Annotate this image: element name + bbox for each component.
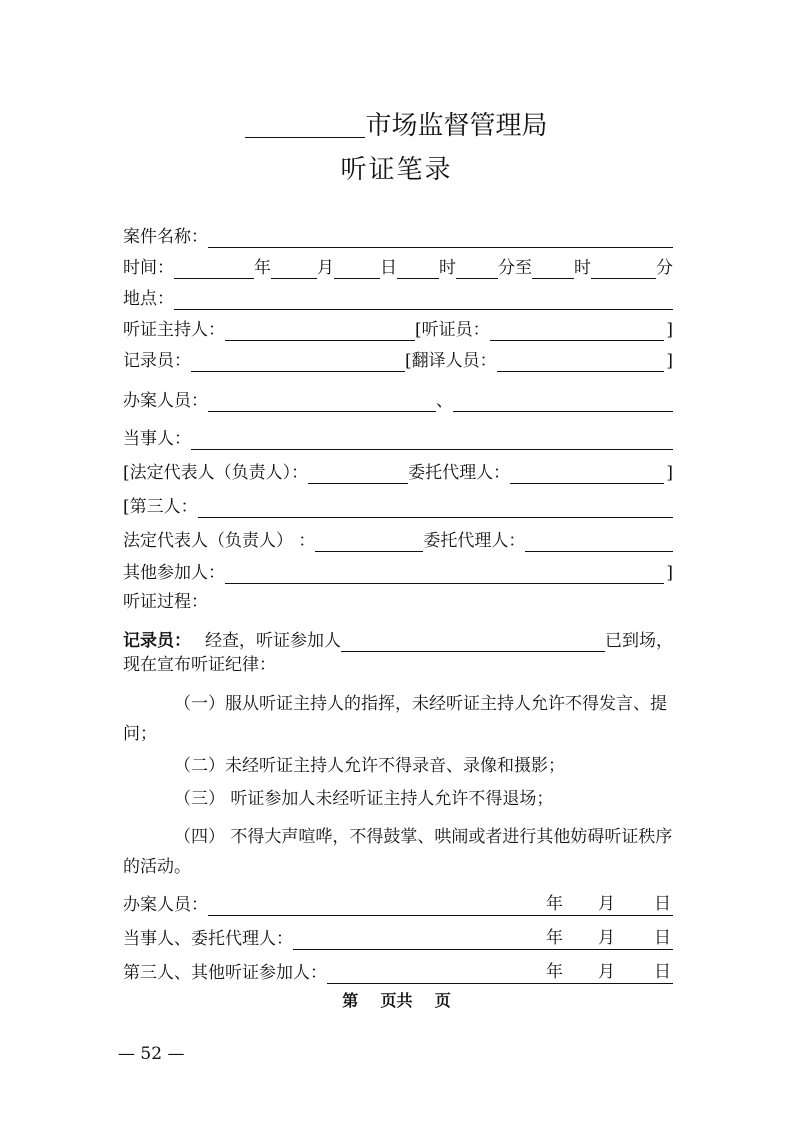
day-label: 日	[380, 258, 397, 278]
party-field[interactable]	[191, 429, 673, 450]
agent-field[interactable]	[510, 463, 664, 484]
row-legal-rep-bracket	[123, 458, 673, 484]
time-label: 时间：	[123, 258, 174, 278]
organization-blank[interactable]	[245, 109, 365, 138]
agent-label-2: 委托代理人：	[423, 531, 526, 551]
row-recorder	[123, 346, 673, 372]
hour-label: 时	[439, 258, 456, 278]
third-party-field[interactable]	[198, 497, 673, 518]
agent-field-2[interactable]	[525, 531, 673, 552]
process-label: 听证过程：	[123, 592, 208, 612]
case-staff-field-1[interactable]	[208, 391, 436, 412]
legal-rep-field[interactable]	[308, 463, 408, 484]
title-document: 听证笔录	[340, 155, 453, 185]
place-field[interactable]	[174, 289, 673, 310]
hour-field[interactable]	[397, 258, 439, 279]
participants-field[interactable]	[341, 631, 605, 652]
rule-3: （三） 听证参加人未经听证主持人允许不得退场；	[174, 789, 554, 809]
check-text: 经查，听证参加人	[205, 631, 341, 651]
case-staff-field-2[interactable]	[453, 391, 673, 412]
signature-label: 第三人、其他听证参加人：	[123, 963, 327, 983]
signature-field[interactable]: 年 月 日	[208, 895, 673, 916]
case-name-field[interactable]	[208, 227, 673, 248]
title-organization: 市场监督管理局	[0, 108, 793, 144]
case-staff-label: 办案人员：	[123, 391, 208, 411]
recorder-field[interactable]	[191, 351, 405, 372]
row-recorder-statement	[123, 626, 673, 652]
agent-label: 委托代理人：	[408, 463, 511, 483]
host-field[interactable]	[225, 320, 415, 341]
signature-field[interactable]: 年 月 日	[327, 963, 673, 984]
arrived-text: 已到场，	[605, 631, 673, 651]
signature-label: 当事人、委托代理人：	[123, 929, 293, 949]
third-party-label: [第三人：	[123, 497, 198, 517]
day-field[interactable]	[334, 258, 380, 279]
signature-field[interactable]: 年 月 日	[293, 929, 673, 950]
end-hour-label: 时	[574, 258, 591, 278]
party-label: 当事人：	[123, 429, 191, 449]
signature-row	[123, 924, 673, 950]
translator-label: [翻译人员：	[405, 351, 497, 371]
minute-field[interactable]	[456, 258, 498, 279]
recorder-statement-label: 记录员：	[123, 631, 191, 651]
case-name-label: 案件名称：	[123, 227, 208, 247]
recorder-label: 记录员：	[123, 351, 191, 371]
row-process	[123, 587, 673, 613]
host-label: 听证主持人：	[123, 320, 225, 340]
legal-rep-field-2[interactable]	[315, 531, 423, 552]
separator: 、	[436, 391, 453, 411]
row-legal-rep	[123, 526, 673, 552]
rule-1: （一）服从听证主持人的指挥，未经听证主持人允许不得发言、提问；	[123, 694, 667, 744]
signature-row	[123, 890, 673, 916]
legal-rep-label: [法定代表人（负责人）：	[123, 463, 309, 483]
signature-label: 办案人员：	[123, 895, 208, 915]
bracket-close: ]	[666, 351, 673, 371]
translator-field[interactable]	[497, 351, 665, 372]
year-label: 年	[254, 258, 271, 278]
place-label: 地点：	[123, 289, 174, 309]
bracket-close: ]	[666, 563, 673, 583]
announce-text: 现在宣布听证纪律：	[123, 655, 276, 675]
row-place	[123, 284, 673, 310]
end-minute-label: 分	[656, 258, 673, 278]
row-other	[123, 558, 673, 584]
bracket-close: ]	[666, 463, 673, 483]
end-hour-field[interactable]	[532, 258, 574, 279]
month-field[interactable]	[271, 258, 317, 279]
year-field[interactable]	[174, 258, 254, 279]
hearing-officer-label: [听证员：	[415, 320, 490, 340]
rule-4: （四） 不得大声喧哗，不得鼓掌、哄闹或者进行其他妨碍听证秩序的活动。	[123, 827, 673, 877]
row-third-party	[123, 492, 673, 518]
page-count: 第 页共 页	[342, 991, 451, 1010]
end-minute-field[interactable]	[591, 258, 656, 279]
row-party	[123, 424, 673, 450]
row-time	[123, 253, 673, 279]
row-case-staff	[123, 386, 673, 412]
hearing-officer-field[interactable]	[490, 320, 665, 341]
minute-to-label: 分至	[498, 258, 532, 278]
bracket-close: ]	[666, 320, 673, 340]
signature-row	[123, 958, 673, 984]
row-host	[123, 315, 673, 341]
page-number: — 52 —	[118, 1044, 185, 1064]
row-case-name	[123, 222, 673, 248]
month-label: 月	[317, 258, 334, 278]
legal-rep-label-2: 法定代表人（负责人） ：	[123, 531, 316, 551]
rule-2: （二）未经听证主持人允许不得录音、录像和摄影；	[174, 756, 565, 776]
other-label: 其他参加人：	[123, 563, 225, 583]
other-field[interactable]	[225, 563, 664, 584]
